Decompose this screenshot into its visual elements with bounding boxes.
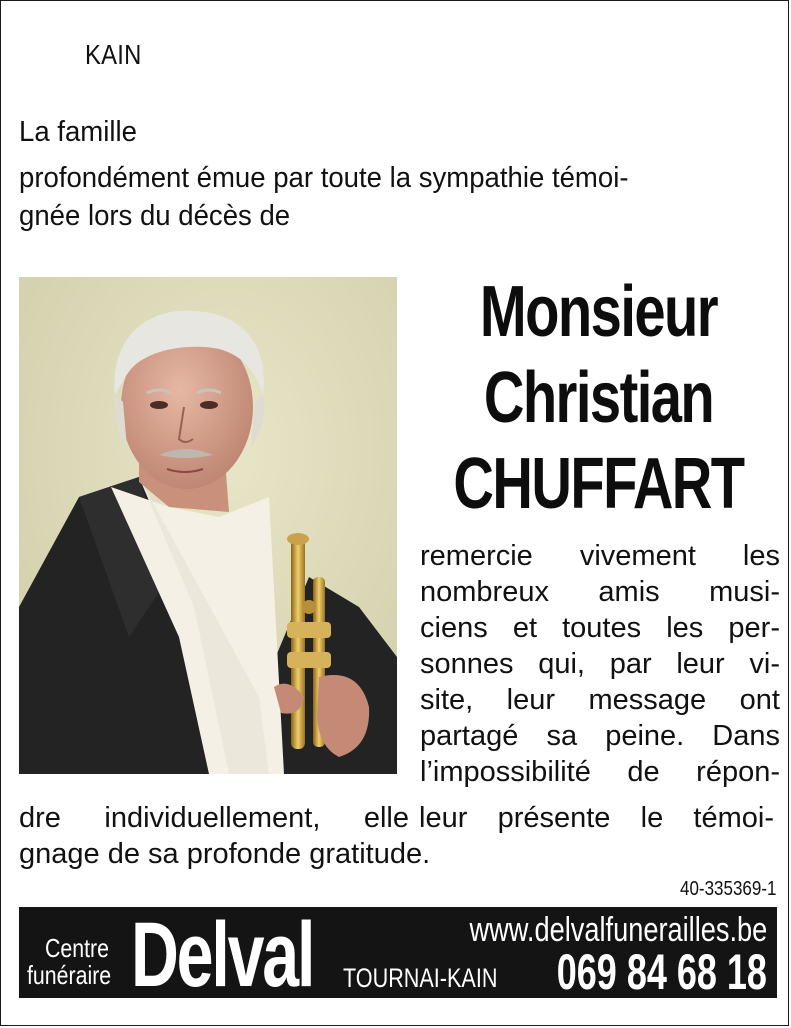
deceased-name (411, 269, 786, 527)
thanks-word: ciens (420, 612, 488, 644)
phone-number[interactable]: 069 84 68 18 (556, 944, 767, 998)
thanks-word: qui, (538, 648, 585, 680)
thanks-word: peine. (605, 720, 685, 752)
thanks-word: et (512, 612, 537, 644)
intro-line: gnée lors du décès de (19, 200, 291, 232)
thanks-word: de (627, 756, 660, 788)
town-label: TOURNAI-KAIN (343, 963, 498, 993)
thanks-word: individuellement, (104, 802, 321, 834)
thanks-line (420, 538, 780, 574)
first-name: Christian (483, 358, 714, 438)
reference-number: 40-335369-1 (679, 878, 776, 900)
thanks-word: sonnes (420, 648, 514, 680)
thanks-word: nombreux (420, 576, 549, 608)
thanks-word: témoi- (693, 802, 774, 834)
thanks-word: dre (19, 802, 61, 834)
thanks-word: présente (497, 802, 611, 834)
thanks-line (420, 718, 780, 754)
thanks-word: par (609, 648, 652, 680)
thanks-word: le (640, 802, 664, 834)
thanks-word: site, (420, 684, 474, 716)
thanks-line (19, 800, 774, 836)
funeral-home-banner (19, 907, 777, 998)
portrait-illustration (19, 277, 397, 774)
thanks-line (420, 646, 780, 682)
thanks-text-right (420, 538, 780, 790)
thanks-line: gnage de sa profonde gratitude. (19, 838, 431, 870)
centre-funeraire-label (27, 933, 112, 990)
thanks-line-left (19, 800, 409, 836)
thanks-word: leur (676, 648, 725, 680)
thanks-word: amis (598, 576, 660, 608)
thanks-word: remercie (420, 540, 533, 572)
brand-logo: Delval (131, 907, 314, 998)
thanks-word: les (742, 540, 780, 572)
thanks-word: vi- (749, 648, 780, 680)
thanks-line-right (419, 800, 774, 836)
intro-line: La famille (19, 116, 137, 148)
thanks-line (420, 574, 780, 610)
thanks-word: répon- (696, 756, 780, 788)
thanks-word: musi- (709, 576, 780, 608)
thanks-line (420, 610, 780, 646)
thanks-word: per- (728, 612, 780, 644)
thanks-word: les (666, 612, 704, 644)
thanks-word: elle (363, 802, 409, 834)
thanks-word: sa (546, 720, 578, 752)
thanks-word: Dans (712, 720, 780, 752)
intro-text (19, 113, 628, 235)
thanks-word: leur (419, 802, 468, 834)
location-label: KAIN (85, 39, 142, 70)
thanks-line (420, 754, 780, 790)
last-name: CHUFFART (453, 444, 744, 524)
intro-line: profondément émue par toute la sympathie témoi- (19, 162, 629, 194)
thanks-word: toutes (562, 612, 642, 644)
thanks-word: ont (739, 684, 780, 716)
thanks-word: message (588, 684, 707, 716)
thanks-word: vivement (579, 540, 696, 572)
thanks-word: partagé (420, 720, 519, 752)
thanks-line (420, 682, 780, 718)
thanks-word: l’impossibilité (420, 756, 591, 788)
website-link[interactable]: www.delvalfunerailles.be (469, 911, 767, 949)
thanks-text-full (19, 800, 774, 872)
thanks-word: leur (506, 684, 556, 716)
name-title: Monsieur (479, 272, 718, 352)
portrait-photo (19, 277, 397, 774)
funeraire-line: funéraire (27, 960, 112, 990)
centre-line: Centre (45, 933, 109, 963)
